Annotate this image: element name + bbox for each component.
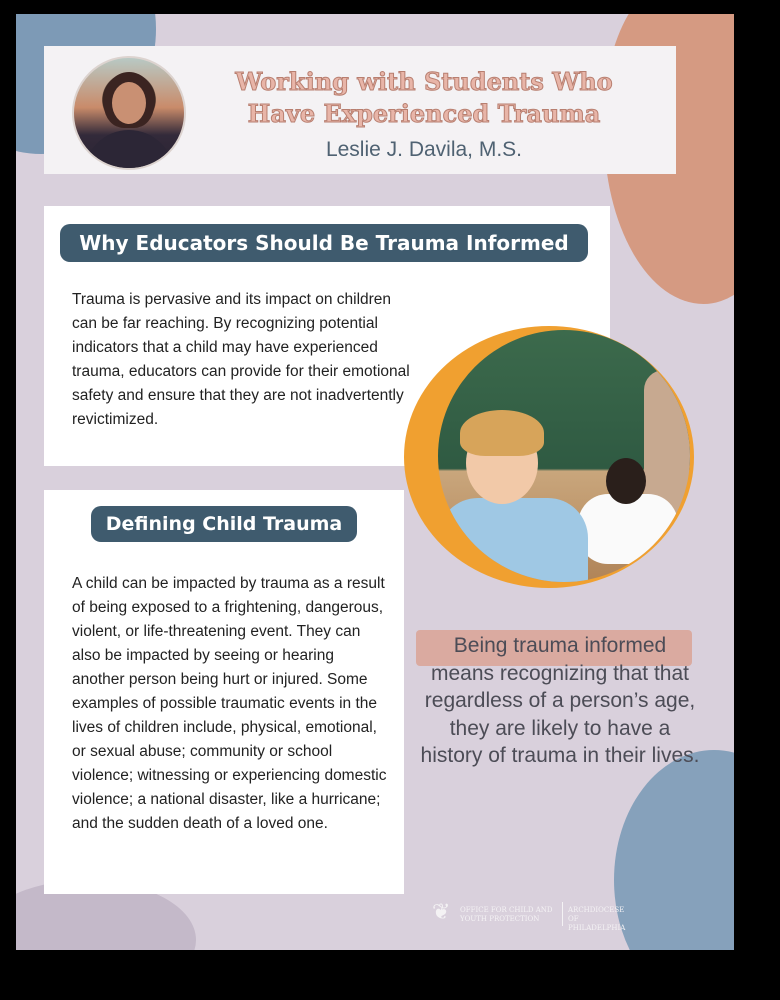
logo-archdiocese: ARCHDIOCESE OF PHILADELPHIA: [568, 906, 626, 932]
decorative-blob: [614, 750, 734, 950]
section-defining-child-trauma: [44, 490, 404, 894]
section-body: A child can be impacted by trauma as a result of being exposed to a frightening, dangerous, violent, or life-threatening event. They can also be impacted by seeing or hearing another person being hurt or injured. Some examples of possible traumatic events in the lives of children include, physical, emotional, or sexual abuse; community or school violence; witnessing or experiencing domestic violence; a national disaster, like a hurricane; and the sudden death of a loved one.: [72, 575, 387, 832]
organization-logo: [432, 898, 626, 932]
title-line-1: Working with Students Who: [235, 67, 613, 96]
section-heading: Why Educators Should Be Trauma Informed: [60, 224, 588, 262]
title-line-2: Have Experienced Trauma: [247, 99, 601, 128]
logo-org-name: OFFICE FOR CHILD AND YOUTH PROTECTION: [460, 906, 553, 923]
classroom-photo: [438, 330, 690, 582]
section-body: Trauma is pervasive and its impact on children can be far reaching. By recognizing potential indicators that a child may have experienced trauma, educators can provide for their emotional safety and ensure that they are not inadvertently revictimized.: [72, 291, 410, 428]
header-banner: [44, 46, 676, 174]
author-name: Leslie J. Davila, M.S.: [325, 138, 523, 161]
logo-divider: [562, 902, 563, 926]
author-photo: [72, 56, 186, 170]
page-title: [214, 66, 634, 130]
section-heading: Defining Child Trauma: [91, 506, 357, 542]
callout-quote: Being trauma informed means recognizing that that regardless of a person’s age, they are likely to have a history of trauma in their lives.: [420, 634, 700, 767]
dove-icon: ❦: [432, 900, 451, 925]
